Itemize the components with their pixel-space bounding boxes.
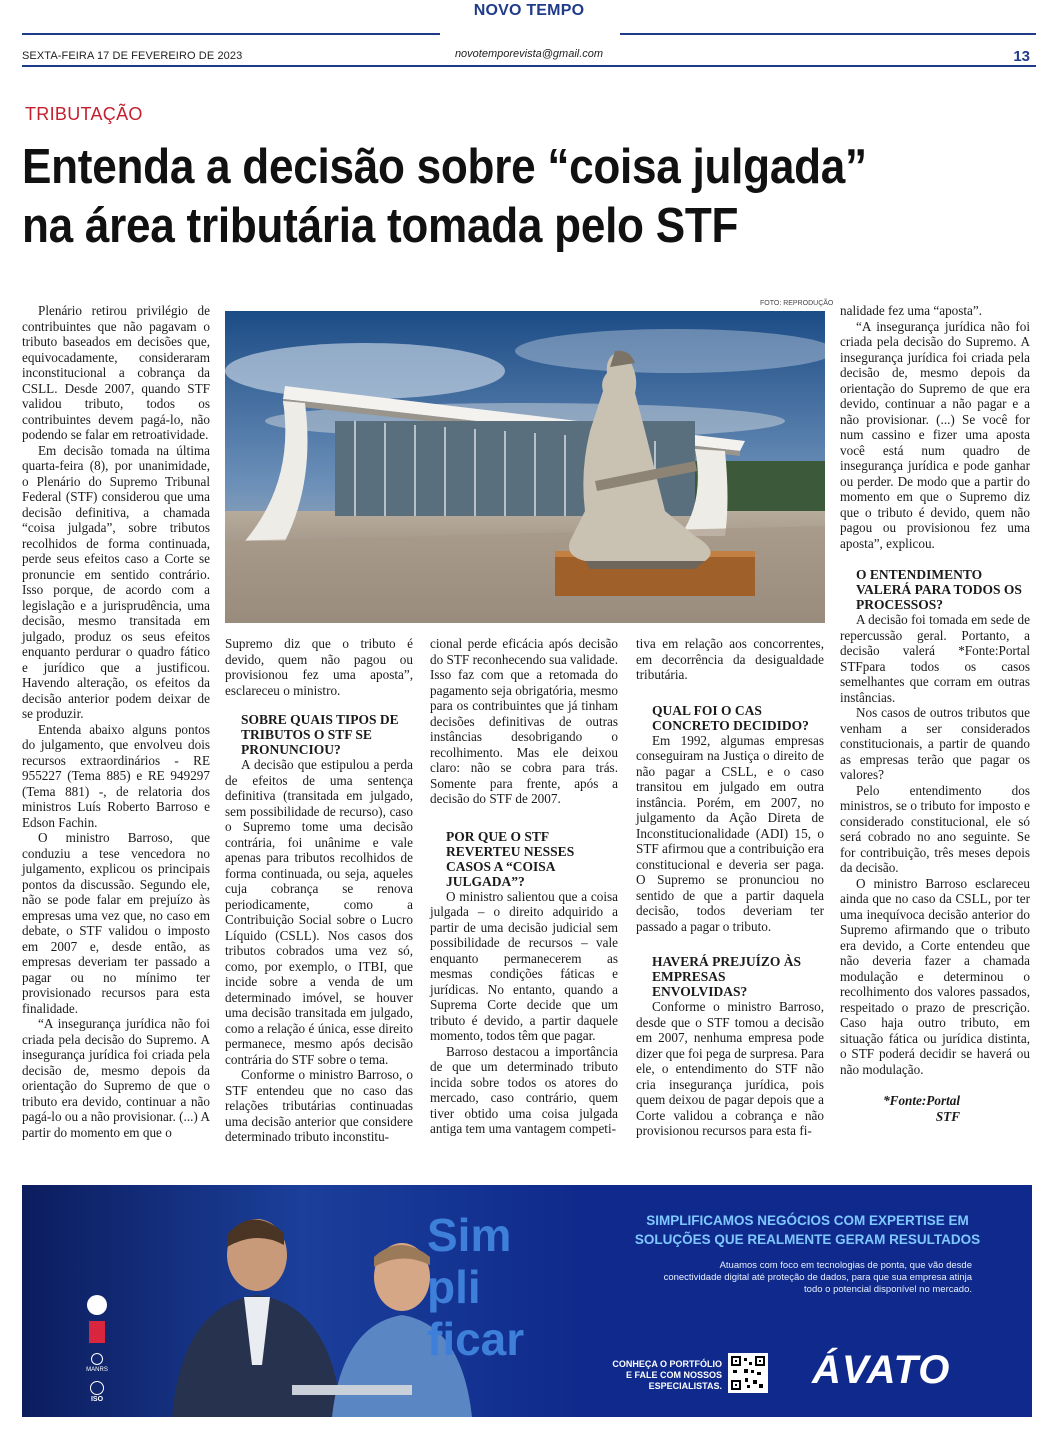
paragraph: Barroso destacou a importância de que um determinado tributo incida sobre todos os atores do mercado, caso contrário, quem tiver obtido uma coisa julgada antiga tem uma vantagem competi- bbox=[430, 1043, 618, 1136]
article-column-2 bbox=[225, 636, 413, 1145]
ad-headline: SIMPLIFICAMOS NEGÓCIOS COM EXPERTISE EM SOLUÇÕES QUE REALMENTE GERAM RESULTADOS bbox=[634, 1213, 981, 1247]
subheading-porque: POR QUE O STF REVERTEU NESSES CASOS A “COISA JULGADA”? bbox=[446, 828, 575, 889]
article-column-3 bbox=[430, 636, 618, 1137]
gptw-badge-icon bbox=[80, 1321, 114, 1343]
source-note: *Fonte:Portal STF bbox=[883, 1093, 960, 1124]
iso-badge: ISO bbox=[80, 1381, 114, 1403]
paragraph: A decisão que estipulou a perda de efeitos de uma sentença definitiva (transitada em julgado, sem possibilidade de recurso), caso o Supremo tome uma decisão contrária, foi unânime e vale apenas para tributos recolhidos de forma continuada, ou seja, aqueles cuja cobrança se renova periodicamente, como a Contribuição Social sobre o Lucro Líquido (CSLL). Nos casos dos tributos cobrados uma vez só, como, por exemplo, o ITBI, que incide sobre a venda de um determinado imóvel, se houver uma decisão transitada em julgado, como a relação é única, esse direito permanece, mesmo após decisão contrária do STF sobre o tema. bbox=[225, 757, 413, 1067]
contact-email[interactable]: novotemporevista@gmail.com bbox=[454, 48, 604, 60]
article-photo bbox=[225, 311, 825, 623]
headline bbox=[22, 138, 931, 256]
headline-line-2: na área tributária tomada pelo STF bbox=[22, 198, 739, 253]
brand-logo: ÁVATO bbox=[812, 1348, 951, 1392]
section-label: TRIBUTAÇÃO bbox=[25, 104, 143, 124]
subheading-entendimento: O ENTENDIMENTO VALERÁ PARA TODOS OS PROCESSOS? bbox=[856, 567, 1022, 612]
article-column-1 bbox=[22, 303, 210, 1140]
qr-code-icon[interactable] bbox=[728, 1353, 768, 1393]
paragraph: Pelo entendimento dos ministros, se o tributo for imposto e considerado constitucional, ele só será cobrado no ano seguinte. Se for contribuição, três meses depois da decisão. bbox=[840, 782, 1030, 875]
paragraph: Nos casos de outros tributos que venham a ser considerados constitucionais, a partir de quando as empresas terão que pagar os valores? bbox=[840, 705, 1030, 782]
headline-line-1: Entenda a decisão sobre “coisa julgada” bbox=[22, 140, 867, 194]
paragraph: O ministro Barroso esclareceu ainda que no caso da CSLL, por ter uma inequívoca decisão anterior do Supremo afirmando que o tributo era devido, a Corte entendeu que não deveria fazer a chamada modulação e determinou o recolhimento dos valores passados, respeitado o prazo de prescrição. Caso haja outro tributo, em situação fática ou jurídica distinta, o STF poderá decidir se haverá ou não modulação. bbox=[840, 875, 1030, 1077]
manrs-icon bbox=[91, 1353, 103, 1365]
paragraph: O ministro salientou que a coisa julgada – o direito adquirido a partir de uma decisão judicial sem possibilidade de recursos – vale enquanto permanecerem as mesmas condições fáticas e jurídicas. No entanto, quando a Suprema Corte decide que um tributo é devido, a partir daquele momento, todos têm que pagar. bbox=[430, 888, 618, 1043]
paragraph: A decisão foi tomada em sede de repercussão geral. Portanto, a decisão valerá *Fonte:Portal STFpara todos os casos semelhantes que corram em outras instâncias. bbox=[840, 612, 1030, 705]
newspaper-name: NOVO TEMPO bbox=[473, 2, 585, 19]
paragraph: “A insegurança jurídica não foi criada pela decisão do Supremo. A insegurança jurídica foi criada pela decisão de, mesmo depois da orientação do Supremo de que o tributo era devido, continuar a não pagá-lo ou a não provisionar. (...) A partir do momento em que o bbox=[22, 1016, 210, 1140]
paragraph: Plenário retirou privilégio de contribuintes que não pagavam o tributo baseados em decisões que, equivocadamente, consideraram inconstitucional a cobrança da CSLL. Desde 2007, quando STF validou tributo, todos os contribuintes devem pagá-lo, não podendo se falar em retroatividade. bbox=[22, 303, 210, 442]
ad-slogan: Sim pli ficar bbox=[427, 1209, 525, 1365]
ad-body-text: Atuamos com foco em tecnologias de ponta, que vão desde conectividade digital até proteção de dados, para que sua empresa atinja todo o potencial disponível no mercado. bbox=[663, 1260, 972, 1295]
article-column-4 bbox=[636, 636, 824, 1139]
paragraph: Conforme o ministro Barroso, desde que o STF tomou a decisão em 2007, nenhuma empresa pode dizer que foi pega de surpresa. Para ele, o entendimento do STF não cria insegurança jurídica, pois quem deixou de pagar depois que a Corte validou a cobrança e não provisionou recursos para esta fi- bbox=[636, 999, 824, 1138]
advertisement-banner[interactable] bbox=[22, 1185, 1032, 1417]
paragraph: O ministro Barroso, que conduziu a tese vencedora no julgamento, explicou os principais pontos da discussão. Segundo ele, não se pode falar em prejuízo às empresas uma vez que, no caso em debate, o STF validou o imposto em 2007 e, desde então, as empresas deveriam ter passado a pagar ou no mínimo ter provisionado recursos para esta finalidade. bbox=[22, 830, 210, 1016]
page-number: 13 bbox=[1013, 48, 1030, 65]
paragraph: Entenda abaixo alguns pontos do julgamento, que envolveu dois recursos extraordinários - RE 955227 (Tema 885) e RE 949297 (Tema 881) -, de relatoria dos ministros Luís Roberto Barroso e Edson Fachin. bbox=[22, 721, 210, 830]
paragraph: Em 1992, algumas empresas conseguiram na Justiça o direito de não pagar a CSLL, e o caso transitou em julgado em outra instância. Porém, em 2007, no julgamento da Ação Direta de Inconstitucionalidade (ADI) 15, o STF afirmou que a contribuição era constitucional e deveria ser paga. O Supremo se pronunciou no sentido de que a partir daquela decisão, todos deveriam ter passado a pagar o tributo. bbox=[636, 732, 824, 934]
header-rule-bottom bbox=[22, 65, 1036, 67]
subheading-caso: QUAL FOI O CAS CONCRETO DECIDIDO? bbox=[652, 702, 809, 733]
paragraph: tiva em relação aos concorrentes, em decorrência da desigualdade tributária. bbox=[636, 636, 824, 682]
paragraph: cional perde eficácia após decisão do STF reconhecendo sua validade. Isso faz com que a retomada do pagamento seja obrigatória, mesmo para os contribuintes que já tinham decisões definitivas de outras instâncias desobrigando o recolhimento. Mas ele deixou claro: não se cobra para trás. Somente para frente, após a decisão do STF de 2007. bbox=[430, 636, 618, 806]
photo-credit: FOTO: REPRODUÇÃO bbox=[760, 300, 834, 307]
subheading-tributos: SOBRE QUAIS TIPOS DE TRIBUTOS O STF SE PRONUNCIOU? bbox=[241, 712, 399, 757]
paragraph: Supremo diz que o tributo é devido, quem não pagou ou provisionou fez uma aposta”, esclareceu o ministro. bbox=[225, 636, 413, 698]
manrs-badge: MANRS bbox=[80, 1353, 114, 1373]
paragraph: “A insegurança jurídica não foi criada pela decisão do Supremo. A insegurança jurídica foi criada pela decisão de, mesmo depois da orientação do Supremo de que era devido, continuar a não pagar e a não provisionar. (...) Se você for num cassino e fizer uma aposta você está num quadro de insegurança jurídica e pode ganhar ou perder. De modo que a partir do momento em que o Supremo diz que o tributo é devido, quem não pagou ou provisionou fez uma aposta”, explicou. bbox=[840, 318, 1030, 551]
header-rule-gap bbox=[440, 30, 620, 38]
award-badge-icon bbox=[80, 1295, 114, 1315]
paragraph: Em decisão tomada na última quarta-feira (8), por unanimidade, o Plenário do Supremo Tribunal Federal (STF) considerou que uma decisão definitiva, a chamada “coisa julgada”, sobre tributos recolhidos de forma continuada, perde seus efeitos caso a Corte se pronuncie em sentido contrário. Isso porque, de acordo com a legislação e a jurisprudência, uma decisão, mesmo transitada em julgado, produz os seus efeitos enquanto perdurar o quadro fático e jurídico que a justificou. Havendo alteração, os efeitos da decisão anterior podem deixar de se produzir. bbox=[22, 442, 210, 721]
article-column-5 bbox=[840, 303, 1030, 1124]
iso-icon bbox=[90, 1381, 104, 1395]
ad-call-to-action[interactable]: CONHEÇA O PORTFÓLIO E FALE COM NOSSOS ESPECIALISTAS. bbox=[612, 1359, 722, 1391]
subheading-prejuizo: HAVERÁ PREJUÍZO ÀS EMPRESAS ENVOLVIDAS? bbox=[652, 954, 802, 999]
paragraph: Conforme o ministro Barroso, o STF entendeu que no caso das relações tributárias continuadas uma decisão anterior que considere determinado tributo inconstitu- bbox=[225, 1067, 413, 1144]
edition-date: SEXTA-FEIRA 17 DE FEVEREIRO DE 2023 bbox=[22, 50, 243, 62]
paragraph: nalidade fez uma “aposta”. bbox=[840, 303, 983, 318]
